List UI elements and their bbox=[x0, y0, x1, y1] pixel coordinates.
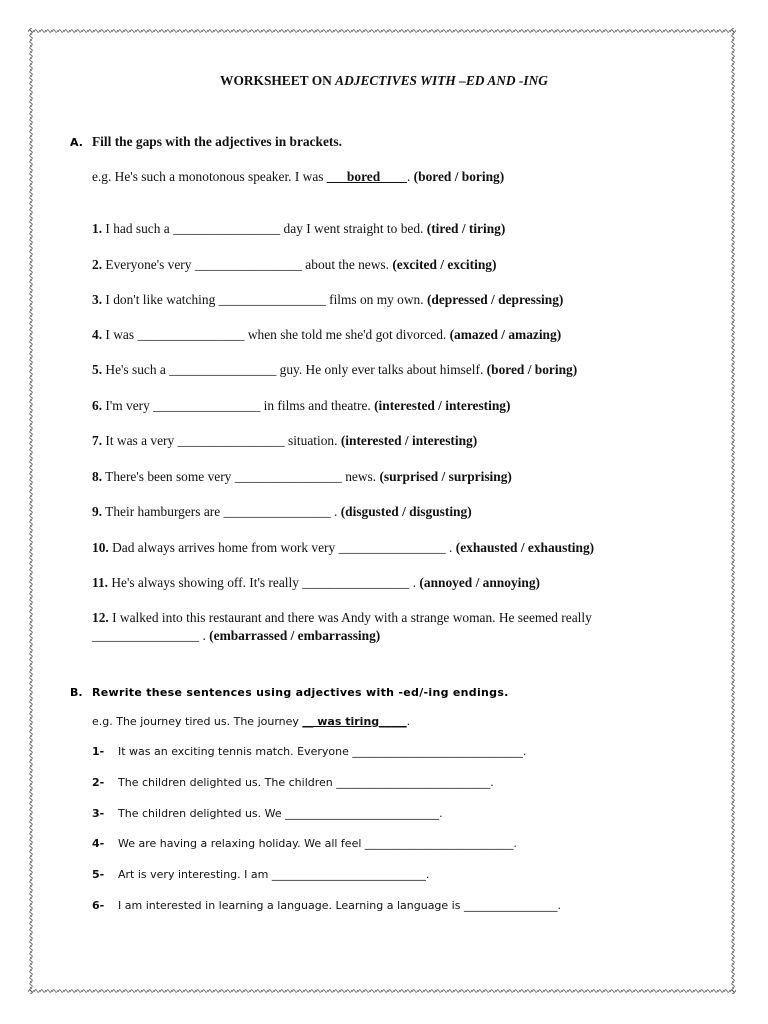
question-number: 4- bbox=[92, 837, 105, 850]
example-b-answer: __ was tiring_____ bbox=[302, 715, 407, 728]
example-b-end: . bbox=[406, 715, 411, 728]
answer-blank[interactable]: ________________ bbox=[173, 221, 281, 236]
question-number: 9. bbox=[92, 504, 103, 519]
example-a-lead: e.g. He's such a monotonous speaker. I was bbox=[92, 169, 327, 184]
question-text: The children delighted us. The children bbox=[118, 776, 337, 789]
question-a12-line1 bbox=[92, 610, 592, 626]
section-b-letter: B. bbox=[70, 686, 83, 699]
question-number: 5- bbox=[92, 868, 105, 881]
question-text: guy. He only ever talks about himself. bbox=[276, 362, 487, 377]
question-end: . bbox=[513, 837, 517, 850]
adjective-options: (embarrassed / embarrassing) bbox=[209, 628, 381, 643]
answer-blank[interactable]: ________________ bbox=[302, 575, 410, 590]
adjective-options: (disgusted / disgusting) bbox=[340, 504, 472, 519]
answer-blank[interactable]: ________________ bbox=[169, 362, 277, 377]
answer-blank[interactable]: ____________________________ bbox=[285, 807, 440, 820]
answer-blank[interactable]: _______________________________ bbox=[352, 745, 523, 758]
adjective-options: (interested / interesting) bbox=[374, 398, 511, 413]
adjective-options: (annoyed / annoying) bbox=[419, 575, 540, 590]
question-text: The children delighted us. We bbox=[118, 807, 286, 820]
question-end: . bbox=[557, 899, 561, 912]
question-text: He's always showing off. It's really bbox=[108, 575, 303, 590]
question-b4 bbox=[92, 837, 517, 850]
question-b5 bbox=[92, 868, 429, 881]
question-number: 7. bbox=[92, 433, 103, 448]
section-b-heading-text: Rewrite these sentences using adjectives with -ed/-ing endings. bbox=[92, 686, 509, 699]
answer-blank[interactable]: ___________________________ bbox=[364, 837, 514, 850]
adjective-options: (tired / tiring) bbox=[426, 221, 506, 236]
adjective-options: (bored / boring) bbox=[486, 362, 578, 377]
question-text: about the news. bbox=[301, 257, 393, 272]
adjective-options: (surprised / surprising) bbox=[379, 469, 512, 484]
section-a-heading bbox=[70, 133, 342, 151]
question-text: Everyone's very bbox=[102, 257, 195, 272]
answer-blank[interactable]: ________________ bbox=[218, 292, 326, 307]
question-number: 11. bbox=[92, 575, 108, 590]
question-text: He's such a bbox=[102, 362, 170, 377]
answer-blank[interactable]: _________________ bbox=[463, 899, 558, 912]
section-b-heading bbox=[70, 683, 509, 701]
adjective-options: (depressed / depressing) bbox=[426, 292, 564, 307]
question-number: 3- bbox=[92, 807, 105, 820]
question-text: day I went straight to bed. bbox=[280, 221, 427, 236]
answer-blank[interactable]: ____________________________ bbox=[271, 868, 426, 881]
question-text: . bbox=[445, 540, 456, 555]
question-number: 8. bbox=[92, 469, 103, 484]
question-text: in films and theatre. bbox=[260, 398, 375, 413]
question-b2 bbox=[92, 776, 494, 789]
question-a11 bbox=[92, 575, 540, 591]
answer-blank[interactable]: ________________ bbox=[234, 469, 342, 484]
adjective-options: (excited / exciting) bbox=[392, 257, 497, 272]
example-b-lead: e.g. The journey tired us. The journey bbox=[92, 715, 303, 728]
adjective-options: (interested / interesting) bbox=[340, 433, 478, 448]
question-end: . bbox=[439, 807, 443, 820]
question-text: We are having a relaxing holiday. We all feel bbox=[118, 837, 365, 850]
section-b-example bbox=[92, 715, 410, 728]
title-prefix: WORKSHEET ON bbox=[220, 73, 336, 88]
answer-blank[interactable]: ________________ bbox=[223, 504, 331, 519]
answer-blank[interactable]: ________________ bbox=[194, 257, 302, 272]
answer-blank[interactable]: ________________ bbox=[177, 433, 285, 448]
question-b6 bbox=[92, 899, 561, 912]
question-text: situation. bbox=[284, 433, 341, 448]
question-a6 bbox=[92, 398, 510, 414]
question-a7 bbox=[92, 433, 477, 449]
question-number: 3. bbox=[92, 292, 103, 307]
question-number: 1- bbox=[92, 745, 105, 758]
question-a3 bbox=[92, 292, 563, 308]
question-number: 2- bbox=[92, 776, 105, 789]
question-a9 bbox=[92, 504, 472, 520]
question-text: I walked into this restaurant and there was Andy with a strange woman. He seemed really bbox=[108, 610, 592, 625]
question-number: 5. bbox=[92, 362, 103, 377]
answer-blank[interactable]: ____________________________ bbox=[336, 776, 491, 789]
question-text: when she told me she'd got divorced. bbox=[244, 327, 450, 342]
question-text: . bbox=[199, 628, 210, 643]
question-a10 bbox=[92, 540, 594, 556]
adjective-options: (amazed / amazing) bbox=[449, 327, 562, 342]
section-a-letter: A. bbox=[70, 136, 83, 149]
question-text: It was a very bbox=[102, 433, 178, 448]
answer-blank[interactable]: ________________ bbox=[153, 398, 261, 413]
section-a-example bbox=[92, 169, 504, 185]
question-number: 12. bbox=[92, 610, 109, 625]
question-text: I had such a bbox=[102, 221, 174, 236]
example-a-answer: ___bored____ bbox=[326, 169, 407, 184]
answer-blank[interactable]: ________________ bbox=[92, 628, 200, 643]
question-text: . bbox=[409, 575, 420, 590]
question-a4 bbox=[92, 327, 561, 343]
question-end: . bbox=[490, 776, 494, 789]
question-text: Dad always arrives home from work very bbox=[108, 540, 339, 555]
question-number: 6. bbox=[92, 398, 103, 413]
question-text: . bbox=[330, 504, 341, 519]
question-number: 6- bbox=[92, 899, 105, 912]
question-a8 bbox=[92, 469, 512, 485]
example-a-options: (bored / boring) bbox=[413, 169, 505, 184]
question-number: 4. bbox=[92, 327, 103, 342]
question-text: I was bbox=[102, 327, 138, 342]
question-text: news. bbox=[341, 469, 380, 484]
adjective-options: (exhausted / exhausting) bbox=[455, 540, 595, 555]
question-a5 bbox=[92, 362, 577, 378]
question-text: There's been some very bbox=[102, 469, 235, 484]
question-text: films on my own. bbox=[325, 292, 427, 307]
question-a1 bbox=[92, 221, 505, 237]
worksheet-title bbox=[0, 73, 768, 89]
question-end: . bbox=[522, 745, 527, 758]
question-end: . bbox=[425, 868, 430, 881]
question-b1 bbox=[92, 745, 526, 758]
title-italic: ADJECTIVES WITH –ED AND -ING bbox=[335, 73, 548, 88]
question-a2 bbox=[92, 257, 496, 273]
example-a-end: . bbox=[406, 169, 414, 184]
question-a12-line2 bbox=[92, 628, 380, 644]
question-number: 1. bbox=[92, 221, 103, 236]
question-text: I'm very bbox=[102, 398, 154, 413]
question-number: 2. bbox=[92, 257, 103, 272]
question-text: I am interested in learning a language. Learning a language is bbox=[118, 899, 464, 912]
question-text: It was an exciting tennis match. Everyone bbox=[118, 745, 353, 758]
question-b3 bbox=[92, 807, 443, 820]
question-text: Art is very interesting. I am bbox=[118, 868, 272, 881]
answer-blank[interactable]: ________________ bbox=[338, 540, 446, 555]
section-a-heading-text: Fill the gaps with the adjectives in brackets. bbox=[92, 134, 342, 149]
question-text: I don't like watching bbox=[102, 292, 219, 307]
question-number: 10. bbox=[92, 540, 109, 555]
answer-blank[interactable]: ________________ bbox=[137, 327, 245, 342]
question-text: Their hamburgers are bbox=[102, 504, 224, 519]
